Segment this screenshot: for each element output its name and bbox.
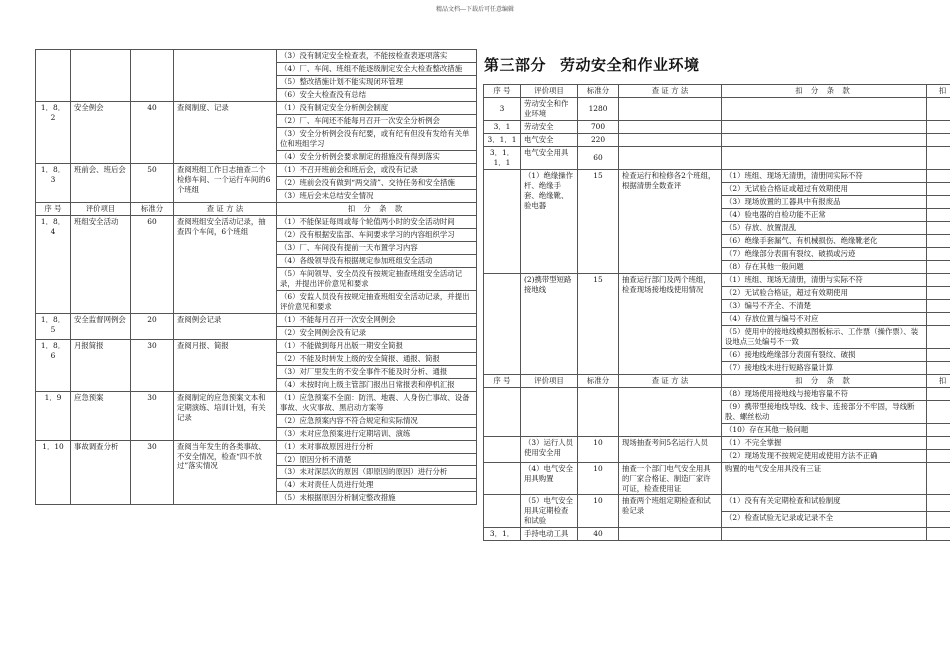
row-method: 查阅当年发生的各类事故、不安全情况，检查“四不放过”落实情况 [174,440,277,505]
row-number: 3．1．1．1 [484,146,521,169]
rule-cell: （1）不能做到每月出版一期安全简报 [277,339,477,352]
table-row [36,440,477,453]
table-header-row [36,202,477,215]
row-score: 20 [131,313,174,339]
rule-cell: （1）不完全掌握 [722,436,927,449]
col-header-item: 评价项目 [71,202,131,215]
rule-cell: （3）厂、车间没有提前一天布置学习内容 [277,241,477,254]
rule-cell: （7）接地线未进行短路容量计算 [722,361,927,374]
rule-cell: （6）绝缘手套漏气、有机械损伤、绝缘靴老化 [722,234,927,247]
col-header-item: 评价项目 [521,85,578,98]
row-score: 220 [578,133,619,146]
row-score: 30 [131,391,174,440]
rule-cell: （9）携带型接地线导线、线卡、连接部分不牢固，导线断股、螺丝松动 [722,400,927,423]
row-item: 安全例会 [71,101,131,163]
row-item: 事故调查分析 [71,440,131,505]
rule-cell: （1）没有有关定期检查和试验制度 [722,495,927,511]
col-header-deduct: 扣 分 条 款 [277,202,477,215]
rule-cell: （8）存在其他一般问题 [722,260,927,273]
rule-cell: （1）不召开班前会和班后会，或没有记录 [277,163,477,176]
table-row [484,387,950,400]
rule-cell: （8）现场使用接地线与接地容量不符 [722,387,927,400]
row-item: 劳动安全 [521,120,578,133]
table-row [484,146,950,169]
rule-cell: （2）原因分析不清楚 [277,453,477,466]
header-note: 精品文档---下载后可任意编辑 [435,6,515,13]
rule-cell: （5）存放、放置混乱 [722,221,927,234]
row-score: 1280 [578,97,619,120]
row-score: 10 [578,495,619,528]
table-row [484,273,950,286]
rule-cell: （2）现场发现不按规定使用或使用方法不正确 [722,449,927,462]
rule-cell: （6）安全大检查没有总结 [277,88,477,101]
row-method: 查阅班组安全活动记录，抽查四个车间，6个班组 [174,215,277,313]
row-score: 30 [131,440,174,505]
row-score: 10 [578,462,619,495]
row-score: 60 [578,146,619,169]
row-score: 60 [131,215,174,313]
row-score: 30 [131,339,174,391]
row-number: 1．8．3 [36,163,71,202]
left-evaluation-table [35,49,477,505]
row-number: 1．8．6 [36,339,71,391]
rule-cell: （2）没有根据安监部、车间要求学习的内容组织学习 [277,228,477,241]
col-header-extra: 扣 [927,85,950,98]
row-item: 电气安全用具 [521,146,578,169]
rule-cell: （3）班后会未总结安全情况 [277,189,477,202]
section-title: 第三部分 劳动安全和作业环境 [484,56,700,74]
rule-cell: （5）整改措施计划不能实现闭环管理 [277,75,477,88]
row-method: 现场抽查考问5名运行人员 [619,436,722,462]
table-row [36,339,477,352]
col-header-score: 标准分 [578,85,619,98]
row-item: （5）电气安全用具定期检查和试验 [521,495,578,528]
table-row [36,313,477,326]
row-number: 3．1．1 [484,133,521,146]
col-header-extra: 扣 [927,374,950,387]
rule-cell: （1）未对事故原因进行分析 [277,440,477,453]
rule-cell: （4）各级领导没有根据规定参加班组安全活动 [277,254,477,267]
row-method: 查阅月报、简报 [174,339,277,391]
col-header-item: 评价项目 [521,374,578,387]
table-row [36,163,477,176]
rule-cell: （1）班组、现场无清册，清册与实际不符 [722,273,927,286]
table-header-row [484,374,950,387]
row-number: 1．9 [36,391,71,440]
row-number: 3 [484,97,521,120]
rule-cell: （2）无试验合格证，超过有效期使用 [722,286,927,299]
rule-cell: （3）没有制定安全检查表，不能按检查表逐项落实 [277,50,477,63]
rule-cell: （6）安监人员没有按规定抽查班组安全活动记录，并提出评价意见和要求 [277,290,477,313]
rule-cell: 购置的电气安全用具没有三证 [722,462,927,495]
row-score: 50 [131,163,174,202]
rule-cell: （2）安全网例会没有记录 [277,326,477,339]
col-header-method: 查 证 方 法 [619,85,722,98]
rule-cell: （3）对厂里发生的不安全事件不能及时分析、通报 [277,365,477,378]
table-row [484,495,950,511]
row-score: 15 [578,169,619,273]
table-row [484,133,950,146]
rule-cell: （4）未对责任人员进行处理 [277,479,477,492]
col-header-no: 序 号 [484,374,521,387]
rule-cell: （2）检查试验无记录或记录不全 [722,511,927,527]
row-item: 电气安全 [521,133,578,146]
row-score: 700 [578,120,619,133]
table-row [36,215,477,228]
rule-cell: （2）无试验合格证或超过有效期使用 [722,182,927,195]
row-score: 10 [578,436,619,462]
rule-cell: （1）没有制定安全分析例会制度 [277,101,477,114]
col-header-deduct: 扣 分 条 款 [722,374,927,387]
table-row [36,391,477,414]
col-header-score: 标准分 [131,202,174,215]
rule-cell: （2）应急预案内容不符合规定和实际情况 [277,414,477,427]
table-row [36,101,477,114]
row-method: 查阅制度、记录 [174,101,277,163]
rule-cell: （1）班组、现场无清册，清册同实际不符 [722,169,927,182]
col-header-method: 查 证 方 法 [619,374,722,387]
row-method: 抽查运行部门及两个班组，检查现场接地线使用情况 [619,273,722,374]
rule-cell: （4）安全分析例会要求制定的措施没有得到落实 [277,150,477,163]
rule-cell: （1）应急预案不全面：防汛、地震、人身伤亡事故、设备事故、火灾事故、黑启动方案等 [277,391,477,414]
row-number: 1．8．2 [36,101,71,163]
rule-cell: （4）未按时向上级主管部门报出日常报表和停机汇报 [277,378,477,391]
row-item: 班组安全活动 [71,215,131,313]
row-method: 查阅制定的应急预案文本和定期演练、培训计划，有关记录 [174,391,277,440]
rule-cell: （1）不能保证每周或每个轮值两小时的安全活动时间 [277,215,477,228]
rule-cell: （3）安全分析例会没有纪要，或有纪有但没有发给有关单位和班组学习 [277,127,477,150]
row-item: 班前会、班后会 [71,163,131,202]
rule-cell: （3）未对应急预案进行定期培训、演练 [277,427,477,440]
col-header-score: 标准分 [578,374,619,387]
table-row [484,120,950,133]
rule-cell: （2）不能及时转发上级的安全简报、通报、简报 [277,352,477,365]
rule-cell: （6）接地线绝缘部分表面有裂纹、破损 [722,348,927,361]
table-header-row [484,85,950,98]
row-score: 40 [131,101,174,163]
rule-cell: （7）绝缘部分表面有裂纹、破损或污迹 [722,247,927,260]
rule-cell: （2）厂、车间还不能每月召开一次安全分析例会 [277,114,477,127]
table-row [484,169,950,182]
table-row [484,97,950,120]
row-item: （3）运行人员使用安全用 [521,436,578,462]
table-row [484,436,950,449]
row-item: （1）绝缘操作杆、绝缘手套、绝缘靴、验电器 [521,169,578,273]
rule-cell: （4）存放位置与编号不对应 [722,312,927,325]
row-number: 3．1 [484,120,521,133]
row-method: 查阅例会记录 [174,313,277,339]
rule-cell: （5）未根据原因分析制定整改措施 [277,492,477,505]
row-method: 检查运行和检修各2个班组，根据清册全数查评 [619,169,722,273]
row-number: 1．10 [36,440,71,505]
rule-cell: （10）存在其他一般问题 [722,423,927,436]
row-item: 手持电动工具 [521,528,578,541]
rule-cell: （3）未对深层次的原因（即原因的原因）进行分析 [277,466,477,479]
rule-cell: （4）厂、车间、班组不能逐级制定安全大检查整改措施 [277,62,477,75]
row-item: 安全监督网例会 [71,313,131,339]
right-evaluation-table [483,84,950,541]
col-header-method: 查 证 方 法 [174,202,277,215]
table-row [484,528,950,541]
col-header-deduct: 扣 分 条 款 [722,85,927,98]
rule-cell: （3）编号不齐全、不清楚 [722,299,927,312]
row-item: 月报简报 [71,339,131,391]
rule-cell: （5）车间领导、安全员没有按规定抽查班组安全活动记录，并提出评价意见和要求 [277,267,477,290]
row-item: 应急预案 [71,391,131,440]
table-row [36,50,477,63]
row-score: 15 [578,273,619,374]
rule-cell: （2）班前会没有做到“两交清”、交待任务和安全措施 [277,176,477,189]
row-number: 1．8．5 [36,313,71,339]
row-number: 1．8．4 [36,215,71,313]
rule-cell: （1）不能每月召开一次安全网例会 [277,313,477,326]
row-method: 抽查一个部门电气安全用具的厂家合格证、制造厂家许可证，检查使用证 [619,462,722,495]
row-method: 抽查两个班组定期检查和试验记录 [619,495,722,528]
rule-cell: （4）验电器的自检功能不正常 [722,208,927,221]
row-number: 3．1． [484,528,521,541]
rule-cell: （3）现场放置的工器具中有报废品 [722,195,927,208]
row-item: （4）电气安全用具购置 [521,462,578,495]
col-header-no: 序 号 [484,85,521,98]
row-item: (2)携带型短路接地线 [521,273,578,374]
col-header-no: 序 号 [36,202,71,215]
row-item: 劳动安全和作业环境 [521,97,578,120]
row-method: 查阅班组工作日志抽查二个检修车间、一个运行车间的6个班组 [174,163,277,202]
table-row [484,462,950,495]
rule-cell: （5）使用中的接地线模拟图板标示、工作票（操作票）、装设地点三处编号不一致 [722,325,927,348]
row-score: 40 [578,528,619,541]
